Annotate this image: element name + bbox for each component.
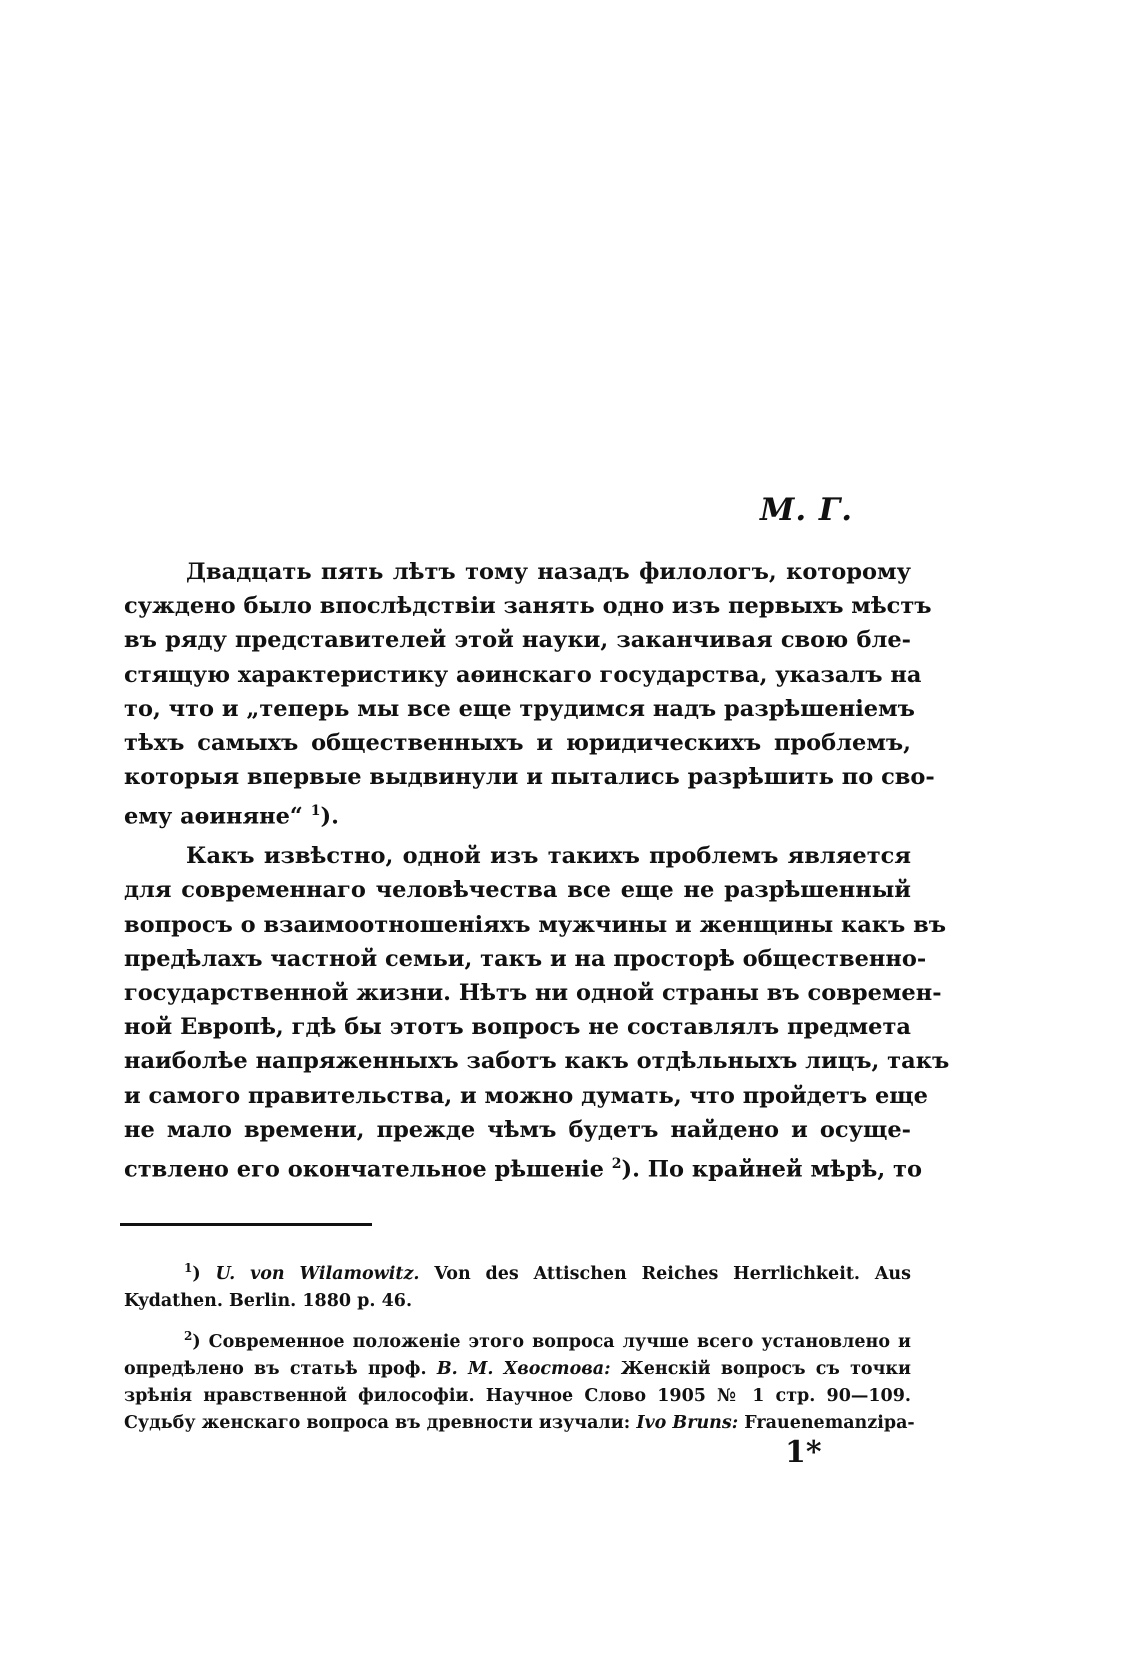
- paragraph-1: [124, 555, 935, 834]
- text-line: для современнаго человѣчества все еще не разрѣшенный: [124, 877, 911, 904]
- text-fragment: ). По крайней мѣрѣ, то: [621, 1156, 922, 1183]
- footnote-line: Kydathen. Berlin. 1880 p. 46.: [124, 1290, 413, 1311]
- text-line: и самого правительства, и можно думать, что пройдетъ еще: [124, 1082, 928, 1109]
- footnote-ref-2: 2: [611, 1155, 622, 1172]
- footnote-ref-1: 1: [310, 803, 321, 820]
- text-fragment: Современное положеніе этого вопроса лучше всего установлено и: [208, 1331, 911, 1352]
- text-fragment: ствлено его окончательное рѣшеніе: [124, 1156, 604, 1183]
- footnote-1: [124, 1255, 911, 1315]
- footnote-line: $^2$) Современное положеніе этого вопроса лучше всего установлено и: [184, 1328, 911, 1352]
- text-line: [124, 794, 911, 834]
- text-fragment: опредѣлено въ статьѣ проф.: [124, 1358, 427, 1379]
- text-fragment: Женскій вопросъ съ точки: [620, 1358, 912, 1379]
- text-line: то, что и „теперь мы все еще трудимся надъ разрѣшеніемъ: [124, 695, 915, 722]
- text-line: [124, 1147, 922, 1187]
- text-line: которыя впервые выдвинули и пытались разрѣшить по сво-: [124, 764, 935, 791]
- text-line: стящую характеристику аѳинскаго государства, указалъ на: [124, 661, 922, 688]
- text-line: наиболѣе напряженныхъ заботъ какъ отдѣльныхъ лицъ, такъ: [124, 1048, 950, 1075]
- text-line: вопросъ о взаимоотношеніяхъ мужчины и женщины какъ въ: [124, 911, 947, 938]
- text-line: Какъ извѣстно, одной изъ такихъ проблемъ является: [186, 843, 911, 870]
- footnote-line: [124, 1410, 915, 1437]
- main-text: [124, 555, 950, 1187]
- footnote-author: Ivo Bruns:: [636, 1412, 739, 1433]
- footnote-line: $^1$) U. von Wilamowitz. Von des Attischen Reiches Herrlichkeit. Aus: [184, 1261, 912, 1284]
- text-line: суждено было впослѣдствіи занять одно изъ первыхъ мѣстъ: [124, 593, 932, 620]
- footnote-mark: 2: [184, 1328, 193, 1343]
- footnote-line: [124, 1356, 911, 1383]
- footnote-author: В. М. Хвостова:: [436, 1358, 611, 1379]
- text-line: въ ряду представителей этой науки, заканчивая свою бле-: [124, 627, 911, 654]
- footnote-mark: 1: [184, 1261, 193, 1275]
- text-line: Двадцать пять лѣтъ тому назадъ филологъ, которому: [186, 559, 911, 585]
- page-number: 1*: [785, 1435, 822, 1470]
- text-fragment: ).: [320, 803, 339, 830]
- footnote-separator: [120, 1223, 372, 1226]
- text-line: не мало времени, прежде чѣмъ будетъ найдено и осуще-: [124, 1116, 911, 1143]
- footnote-author: U. von Wilamowitz.: [215, 1263, 420, 1284]
- footnote-line: зрѣнія нравственной философіи. Научное Слово 1905 № 1 стр. 90—109.: [124, 1385, 911, 1406]
- text-line: тѣхъ самыхъ общественныхъ и юридическихъ проблемъ,: [124, 730, 911, 757]
- text-line: ной Европѣ, гдѣ бы этотъ вопросъ не составлялъ предмета: [124, 1014, 911, 1041]
- text-fragment: Frauenemanzipa-: [744, 1412, 915, 1433]
- paragraph-2: [124, 839, 950, 1187]
- text-line: предѣлахъ частной семьи, такъ и на просторѣ общественно-: [124, 945, 927, 972]
- text-fragment: ему аѳиняне“: [124, 803, 303, 830]
- footnotes: [124, 1255, 915, 1437]
- text-line: государственной жизни. Нѣтъ ни одной страны въ современ-: [124, 979, 942, 1006]
- text-fragment: Von des Attischen Reiches Herrlichkeit. Aus: [434, 1263, 912, 1284]
- author-initials: М. Г.: [760, 492, 854, 528]
- footnote-2: [124, 1323, 915, 1437]
- text-fragment: Судьбу женскаго вопроса въ древности изучали:: [124, 1412, 631, 1433]
